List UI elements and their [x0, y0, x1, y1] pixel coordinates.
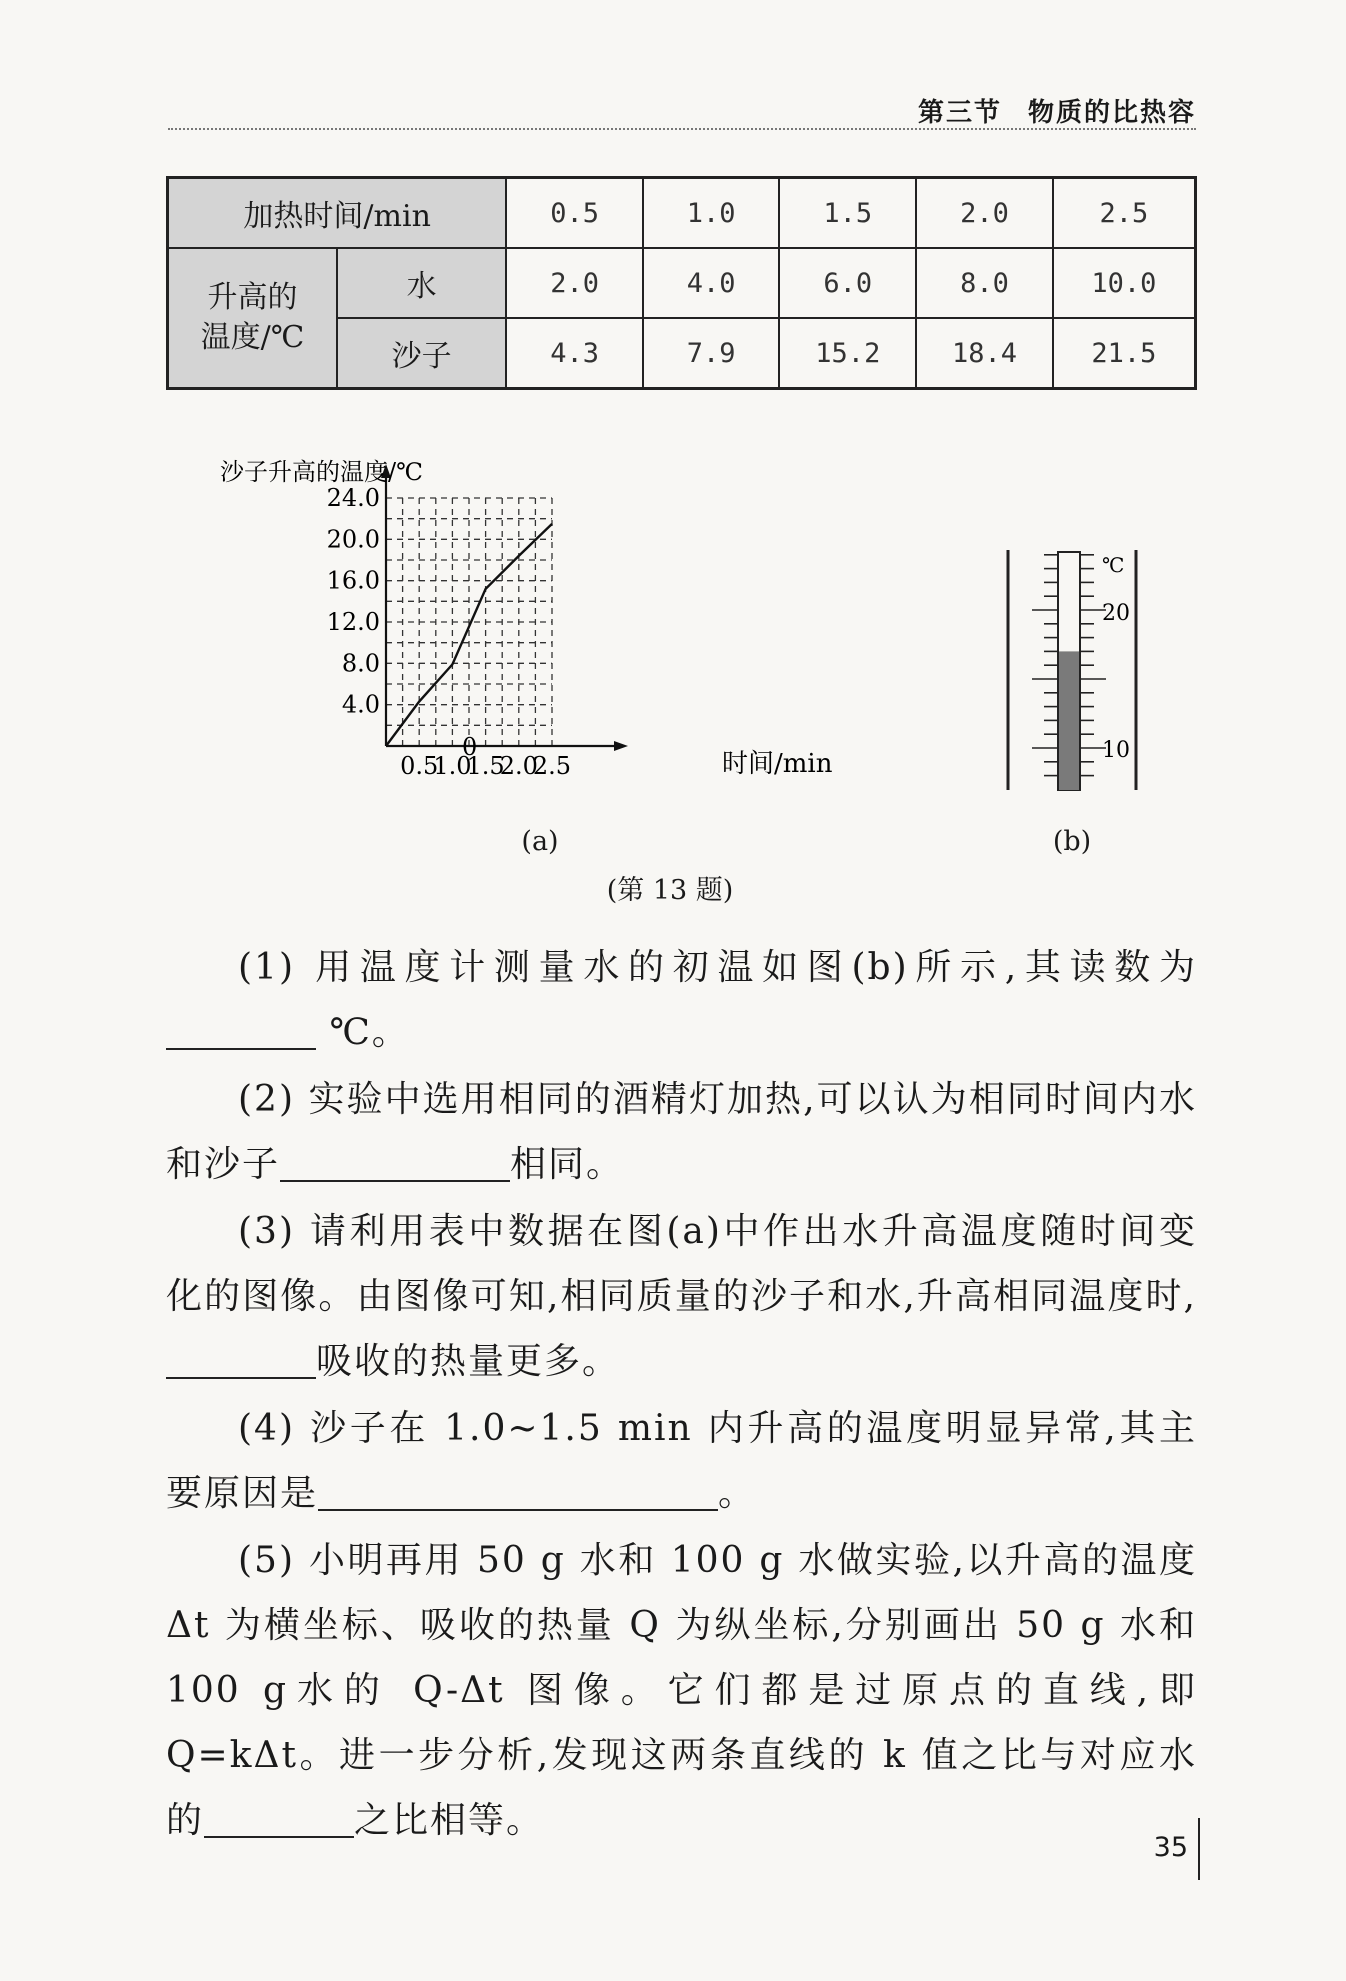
question-5-text: (5) 小明再用 50 g 水和 100 g 水做实验,以升高的温度 Δt 为横坐标、吸收的热量 Q 为纵坐标,分别画出 50 g 水和100 g水的 Q-Δt 图像。它们都是过原点的直线,即 Q=kΔt。进一步分析,发现这两条直线的 k 值之比与对应水的	[166, 1540, 1197, 1841]
section-number: 第三节	[917, 98, 1002, 128]
x-tick-label: 2.0	[499, 752, 538, 780]
data-table	[166, 176, 1197, 390]
row-label-sand: 沙子	[337, 318, 506, 389]
sand-cell: 7.9	[643, 318, 780, 389]
water-cell: 8.0	[916, 248, 1053, 318]
y-tick-label: 4.0	[341, 690, 380, 719]
answer-blank-2[interactable]	[280, 1142, 510, 1182]
sand-cell: 15.2	[779, 318, 916, 389]
thermometer-lower-label: 10	[1102, 738, 1130, 763]
x-axis-label: 时间/min	[722, 749, 833, 779]
caption-a: (a)	[521, 826, 559, 857]
question-block	[166, 935, 1197, 1853]
y-axis-label: 沙子升高的温度/℃	[220, 458, 423, 486]
question-3	[166, 1199, 1197, 1394]
thermometer-unit: ℃	[1102, 553, 1125, 577]
question-5-tail: 之比相等。	[354, 1800, 545, 1841]
problem-caption: (第 13 题)	[606, 875, 734, 906]
x-tick-label: 1.0	[433, 752, 472, 780]
time-cell: 2.0	[916, 178, 1053, 249]
sand-cell: 4.3	[506, 318, 643, 389]
temp-header-line1: 升高的	[207, 280, 298, 315]
question-1-text: (1) 用温度计测量水的初温如图(b)所示,其读数为	[238, 947, 1197, 988]
answer-blank-5[interactable]	[204, 1798, 354, 1838]
y-tick-label: 20.0	[326, 525, 380, 554]
answer-blank-4[interactable]	[318, 1471, 718, 1511]
question-1-unit: ℃。	[329, 1012, 410, 1053]
time-cell: 1.0	[643, 178, 780, 249]
question-4-text: (4) 沙子在 1.0~1.5 min 内升高的温度明显异常,其主要原因是	[166, 1408, 1197, 1514]
sand-temperature-chart	[200, 450, 860, 790]
y-tick-label: 12.0	[326, 608, 380, 636]
y-tick-label: 16.0	[326, 566, 380, 595]
water-cell: 6.0	[779, 248, 916, 318]
time-header: 加热时间/min	[168, 178, 507, 249]
caption-b: (b)	[1052, 826, 1092, 857]
temp-header-line2: 温度/℃	[200, 320, 305, 355]
water-cell: 2.0	[506, 248, 643, 318]
thermometer-figure	[990, 540, 1150, 800]
x-tick-label: 0.5	[400, 752, 439, 780]
section-title: 物质的比热容	[1027, 98, 1196, 128]
water-cell: 10.0	[1053, 248, 1196, 318]
y-tick-label: 8.0	[341, 649, 380, 678]
time-cell: 2.5	[1053, 178, 1196, 249]
sand-cell: 21.5	[1053, 318, 1196, 389]
question-1	[166, 935, 1197, 1065]
answer-blank-1[interactable]	[166, 1010, 316, 1050]
page-number-bar	[1198, 1818, 1200, 1880]
question-3-text: (3) 请利用表中数据在图(a)中作出水升高温度随时间变化的图像。由图像可知,相同质量的沙子和水,升高相同温度时,	[166, 1211, 1197, 1317]
thermometer-liquid	[1059, 651, 1079, 790]
chart-grid	[386, 498, 552, 746]
time-cell: 0.5	[506, 178, 643, 249]
chart-ticks	[327, 484, 572, 780]
x-axis-arrow	[614, 741, 628, 751]
running-header	[918, 92, 1196, 129]
water-cell: 4.0	[643, 248, 780, 318]
question-2-text: (2) 实验中选用相同的酒精灯加热,可以认为相同时间内水和沙子	[166, 1079, 1197, 1185]
question-3-tail: 吸收的热量更多。	[316, 1341, 621, 1382]
time-cell: 1.5	[779, 178, 916, 249]
question-5	[166, 1528, 1197, 1853]
temp-header	[168, 248, 337, 389]
header-divider	[168, 128, 1196, 130]
chart-axes	[381, 464, 628, 751]
page-number: 35	[1153, 1832, 1188, 1863]
row-label-water: 水	[337, 248, 506, 318]
y-tick-label: 24.0	[326, 484, 380, 512]
question-4	[166, 1396, 1197, 1526]
sand-cell: 18.4	[916, 318, 1053, 389]
table-row-water	[168, 248, 1196, 318]
question-2-tail: 相同。	[510, 1144, 625, 1185]
table-row-time	[168, 178, 1196, 249]
x-tick-label: 2.5	[532, 752, 572, 780]
question-4-tail: 。	[718, 1473, 757, 1514]
x-tick-label: 1.5	[466, 752, 505, 780]
thermometer-upper-label: 20	[1102, 601, 1130, 626]
question-2	[166, 1067, 1197, 1197]
answer-blank-3[interactable]	[166, 1339, 316, 1379]
origin-label: 0	[462, 733, 478, 761]
